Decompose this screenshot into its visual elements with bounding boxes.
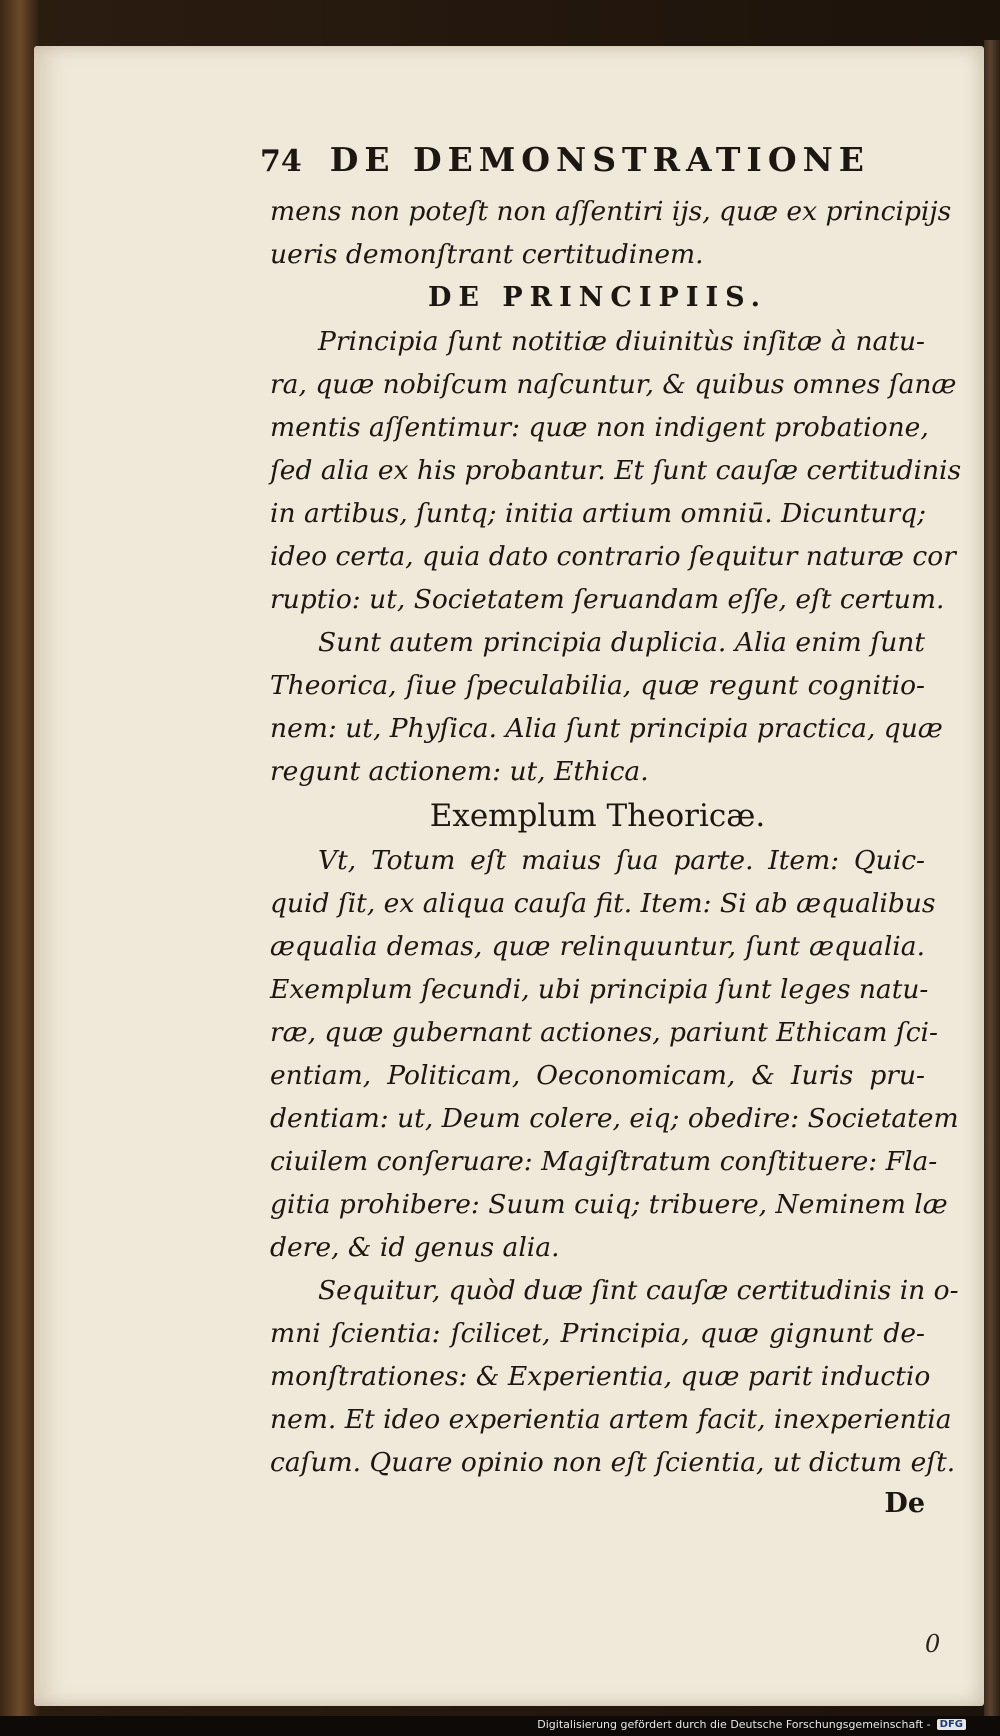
running-head xyxy=(260,140,925,190)
text-line: Vt, Totum eſt maius ſua parte. Item: Quic- xyxy=(318,845,925,876)
text-line: caſum. Quare opinio non eſt ſcientia, ut dictum eſt. xyxy=(270,1447,956,1478)
catchword: De xyxy=(884,1488,925,1519)
page-text xyxy=(260,140,962,1524)
page-number: 74 xyxy=(260,144,302,179)
text-line: entiam, Politicam, Oeconomicam, & Iuris pru- xyxy=(270,1060,925,1091)
text-line: Exemplum ſecundi, ubi principia ſunt leges natu- xyxy=(270,974,929,1005)
text-line: mentis aſſentimur: quæ non indigent probatione, xyxy=(270,412,929,443)
text-line: ræ, quæ gubernant actiones, pariunt Ethicam ſci- xyxy=(270,1017,938,1048)
footer-credit-text: Digitalisierung gefördert durch die Deutsche Forschungsgemeinschaft - xyxy=(537,1718,931,1731)
subheading: Exemplum Theoricæ. xyxy=(429,798,766,834)
footer-credit xyxy=(537,1718,966,1731)
text-line: ueris demonſtrant certitudinem. xyxy=(270,239,704,270)
section-heading: DE PRINCIPIIS. xyxy=(427,282,768,313)
text-line: Principia ſunt notitiæ diuinitùs inſitæ à natu- xyxy=(318,326,925,357)
signature-mark: 0 xyxy=(925,1630,941,1658)
text-line: Sequitur, quòd duæ ſint cauſæ certitudinis in o- xyxy=(318,1275,959,1306)
text-line: Sunt autem principia duplicia. Alia enim ſunt xyxy=(318,627,925,658)
text-line: ſed alia ex his probantur. Et ſunt cauſæ certitudinis xyxy=(270,455,962,486)
text-line: monſtrationes: & Experientia, quæ parit inductio xyxy=(270,1361,931,1392)
text-line: mni ſcientia: ſcilicet, Principia, quæ gignunt de- xyxy=(270,1318,925,1349)
text-line: gitia prohibere: Suum cuiq; tribuere, Neminem læ xyxy=(270,1189,948,1220)
dfg-logo-icon: DFG xyxy=(937,1719,966,1730)
text-line: ciuilem conſeruare: Magiſtratum conſtituere: Fla- xyxy=(270,1146,938,1177)
text-line: ideo certa, quia dato contrario ſequitur naturæ cor xyxy=(270,541,956,572)
text-line: nem: ut, Phyſica. Alia ſunt principia practica, quæ xyxy=(270,713,943,744)
text-line: ruptio: ut, Societatem ſeruandam eſſe, eſt certum. xyxy=(270,584,945,615)
text-line: nem. Et ideo experientia artem facit, inexperientia xyxy=(270,1404,952,1435)
text-line: dentiam: ut, Deum colere, eiq; obedire: Societatem xyxy=(270,1103,959,1134)
text-line: æqualia demas, quæ relinquuntur, ſunt æqualia. xyxy=(270,931,925,962)
text-line: quid ſit, ex aliqua cauſa fit. Item: Si ab æqualibus xyxy=(270,888,936,919)
text-line: ra, quæ nobiſcum naſcuntur, & quibus omnes ſanæ xyxy=(270,369,957,400)
running-head-title: DE DEMONSTRATIONE xyxy=(329,140,870,179)
text-line: regunt actionem: ut, Ethica. xyxy=(270,756,649,787)
text-line: Theorica, ſiue ſpeculabilia, quæ regunt cognitio- xyxy=(270,670,925,701)
book-edge xyxy=(984,40,1000,1720)
text-line: mens non poteſt non aſſentiri ijs, quæ ex principijs xyxy=(270,196,952,227)
text-line: in artibus, ſuntq; initia artium omniū. Dicunturq; xyxy=(270,498,927,529)
text-line: dere, & id genus alia. xyxy=(270,1232,560,1263)
